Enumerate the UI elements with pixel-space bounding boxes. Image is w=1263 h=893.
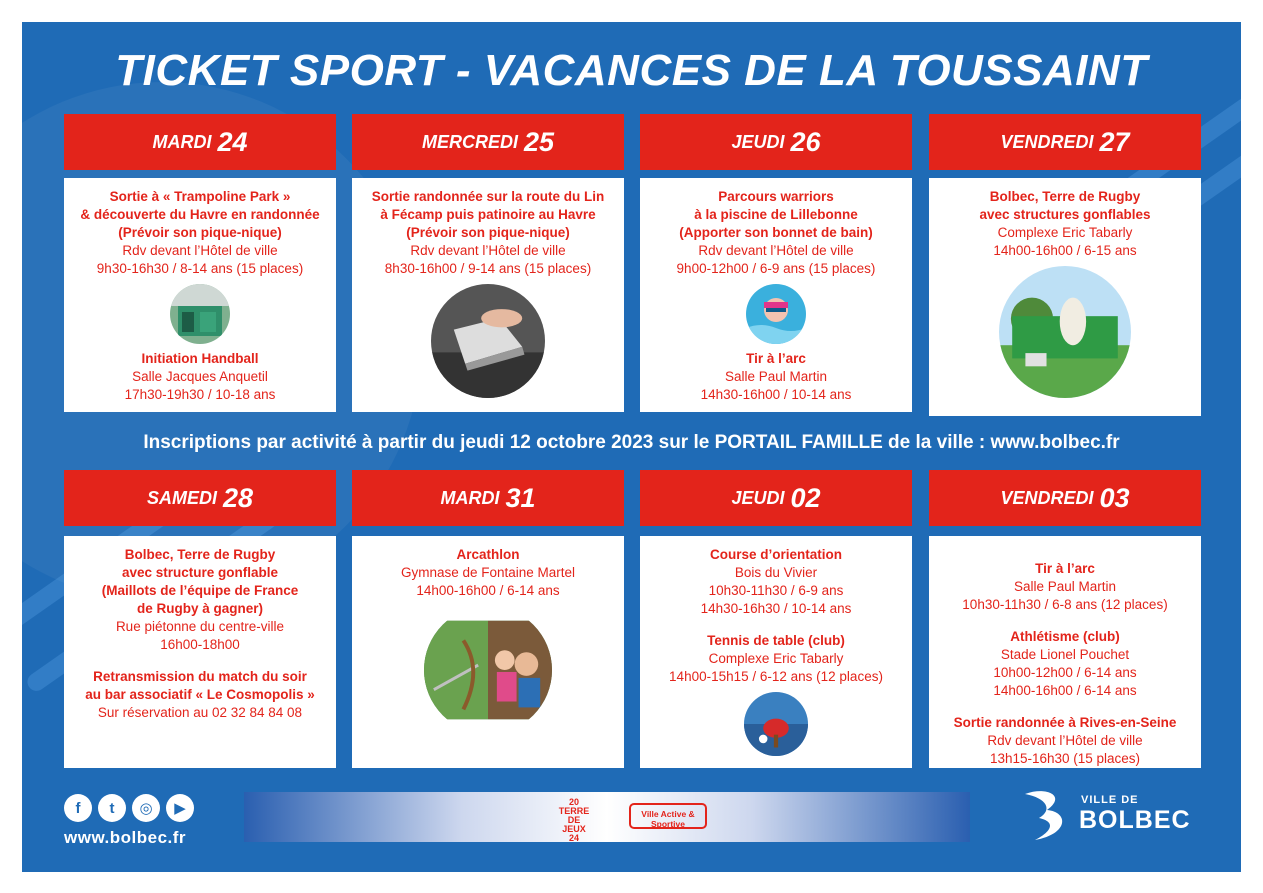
activity-title: de Rugby à gagner)	[136, 601, 263, 616]
page-title: TICKET SPORT - VACANCES DE LA TOUSSAINT	[115, 46, 1148, 95]
activity-detail: 16h00-18h00	[160, 637, 240, 652]
spacer	[929, 700, 1201, 714]
day-header	[64, 114, 336, 170]
activity-title: Bolbec, Terre de Rugby	[124, 547, 276, 562]
rugby-photo	[999, 266, 1131, 398]
day-number: 25	[523, 126, 555, 157]
activity-title: au bar associatif « Le Cosmopolis »	[85, 687, 315, 702]
pingpong-photo	[744, 692, 808, 756]
activity-detail: Complexe Eric Tabarly	[997, 225, 1133, 240]
spacer	[929, 614, 1201, 628]
bolbec-logo	[1017, 782, 1207, 852]
activity-title: Parcours warriors	[718, 189, 834, 204]
activity-title: Bolbec, Terre de Rugby	[989, 189, 1141, 204]
activity-title: avec structures gonflables	[979, 207, 1151, 222]
activity-detail: 14h00-16h00 / 6-14 ans	[993, 683, 1137, 698]
trampoline-photo	[170, 284, 230, 344]
activity-detail: Salle Paul Martin	[724, 369, 828, 384]
activity-title: (Maillots de l’équipe de France	[101, 583, 299, 598]
twitter-icon[interactable]: t	[98, 794, 126, 822]
day-name: MERCREDI	[421, 131, 518, 152]
day-card	[929, 536, 1201, 768]
day-header	[929, 114, 1201, 170]
day-number: 24	[217, 126, 248, 157]
activity-detail: Salle Jacques Anquetil	[132, 369, 268, 384]
day-card	[640, 178, 912, 412]
day-header	[352, 114, 624, 170]
ville-de-label: VILLE DE	[1081, 794, 1139, 806]
activity-detail: 14h30-16h00 / 10-14 ans	[700, 387, 852, 402]
bolbec-swoosh-icon	[1017, 782, 1077, 852]
activity-detail: 14h00-15h15 / 6-12 ans (12 places)	[669, 669, 883, 684]
site-link[interactable]: www.bolbec.fr	[64, 828, 187, 847]
activity-title: Sortie à « Trampoline Park »	[109, 189, 291, 204]
day-header	[64, 470, 336, 526]
activity-title: (Apporter son bonnet de bain)	[679, 225, 873, 240]
activity-detail: Gymnase de Fontaine Martel	[400, 565, 576, 580]
facebook-icon[interactable]: f	[64, 794, 92, 822]
day-header	[640, 470, 912, 526]
activity-detail: Bois du Vivier	[734, 565, 818, 580]
instagram-icon[interactable]: ◎	[132, 794, 160, 822]
activity-title: Sortie randonnée sur la route du Lin	[371, 189, 605, 204]
spacer	[929, 546, 1201, 560]
inscription-text: Inscriptions par activité à partir du jeudi 12 octobre 2023 sur le PORTAIL FAMILLE de la ville : www.bolbec.fr	[143, 432, 1120, 453]
day-header	[640, 114, 912, 170]
activity-detail: 10h00-12h00 / 6-14 ans	[993, 665, 1137, 680]
arcathlon-photo	[424, 606, 552, 734]
spacer	[64, 654, 336, 668]
activity-title: Sortie randonnée à Rives-en-Seine	[953, 715, 1177, 730]
day-name: JEUDI	[731, 131, 785, 152]
day-number: 31	[505, 482, 536, 513]
activity-title: avec structure gonflable	[121, 565, 279, 580]
day-card	[352, 178, 624, 412]
ville-active-sportive-logo: Ville Active & Sportive	[629, 803, 707, 829]
activity-detail: 13h15-16h30 (15 places)	[989, 751, 1141, 766]
activity-detail: 9h30-16h30 / 8-14 ans (15 places)	[96, 261, 304, 276]
activity-detail: 14h30-16h30 / 10-14 ans	[700, 601, 852, 616]
day-number: 26	[790, 126, 821, 157]
activity-title: (Prévoir son pique-nique)	[118, 225, 282, 240]
activity-detail: Rue piétonne du centre-ville	[115, 619, 285, 634]
activity-detail: Stade Lionel Pouchet	[1000, 647, 1130, 662]
activity-detail: Salle Paul Martin	[1013, 579, 1117, 594]
terre-de-jeux-logo: 20 TERRE DE JEUX 24	[558, 797, 590, 843]
activity-detail: Rdv devant l’Hôtel de ville	[122, 243, 278, 258]
activity-title: Course d’orientation	[709, 547, 842, 562]
activity-detail: 17h30-19h30 / 10-18 ans	[124, 387, 276, 402]
activity-title: & découverte du Havre en randonnée	[80, 207, 320, 222]
activity-title: Athlétisme (club)	[1010, 629, 1120, 644]
swim-photo	[746, 284, 806, 344]
day-card	[640, 536, 912, 768]
activity-title: Tir à l’arc	[1035, 561, 1095, 576]
day-header	[352, 470, 624, 526]
day-header	[929, 470, 1201, 526]
activity-title: à Fécamp puis patinoire au Havre	[380, 207, 596, 222]
bolbec-name: BOLBEC	[1079, 806, 1191, 834]
activity-detail: Rdv devant l’Hôtel de ville	[410, 243, 566, 258]
activity-detail: 14h00-16h00 / 6-14 ans	[416, 583, 560, 598]
skates-photo	[431, 284, 545, 398]
day-name: JEUDI	[731, 487, 785, 508]
day-number: 03	[1099, 482, 1130, 513]
activity-detail: 8h30-16h00 / 9-14 ans (15 places)	[384, 261, 592, 276]
day-name: MARDI	[440, 487, 500, 508]
day-card	[352, 536, 624, 768]
partner-bar	[244, 792, 970, 842]
youtube-icon[interactable]: ▶	[166, 794, 194, 822]
day-number: 28	[222, 482, 254, 513]
day-name: VENDREDI	[1000, 131, 1094, 152]
activity-title: Initiation Handball	[141, 351, 259, 366]
day-number: 27	[1099, 126, 1130, 157]
day-number: 02	[790, 482, 821, 513]
activity-detail: Complexe Eric Tabarly	[708, 651, 844, 666]
poster	[22, 22, 1241, 872]
activity-detail: Sur réservation au 02 32 84 84 08	[97, 705, 303, 720]
social-links	[64, 794, 194, 822]
spacer	[640, 618, 912, 632]
activity-title: Tennis de table (club)	[707, 633, 845, 648]
activity-title: à la piscine de Lillebonne	[694, 207, 858, 222]
activity-detail: 14h00-16h00 / 6-15 ans	[993, 243, 1137, 258]
activity-detail: Rdv devant l’Hôtel de ville	[698, 243, 854, 258]
activity-detail: 10h30-11h30 / 6-9 ans	[708, 583, 844, 598]
day-name: VENDREDI	[1000, 487, 1094, 508]
activity-title: Tir à l’arc	[746, 351, 806, 366]
day-name: MARDI	[152, 131, 212, 152]
day-card	[929, 178, 1201, 416]
activity-title: (Prévoir son pique-nique)	[406, 225, 570, 240]
activity-title: Arcathlon	[456, 547, 520, 562]
day-name: SAMEDI	[146, 487, 217, 508]
day-card	[64, 536, 336, 768]
activity-detail: 10h30-11h30 / 6-8 ans (12 places)	[962, 597, 1168, 612]
activity-detail: 9h00-12h00 / 6-9 ans (15 places)	[676, 261, 876, 276]
activity-detail: Rdv devant l’Hôtel de ville	[987, 733, 1143, 748]
activity-title: Retransmission du match du soir	[93, 669, 307, 684]
day-card	[64, 178, 336, 412]
